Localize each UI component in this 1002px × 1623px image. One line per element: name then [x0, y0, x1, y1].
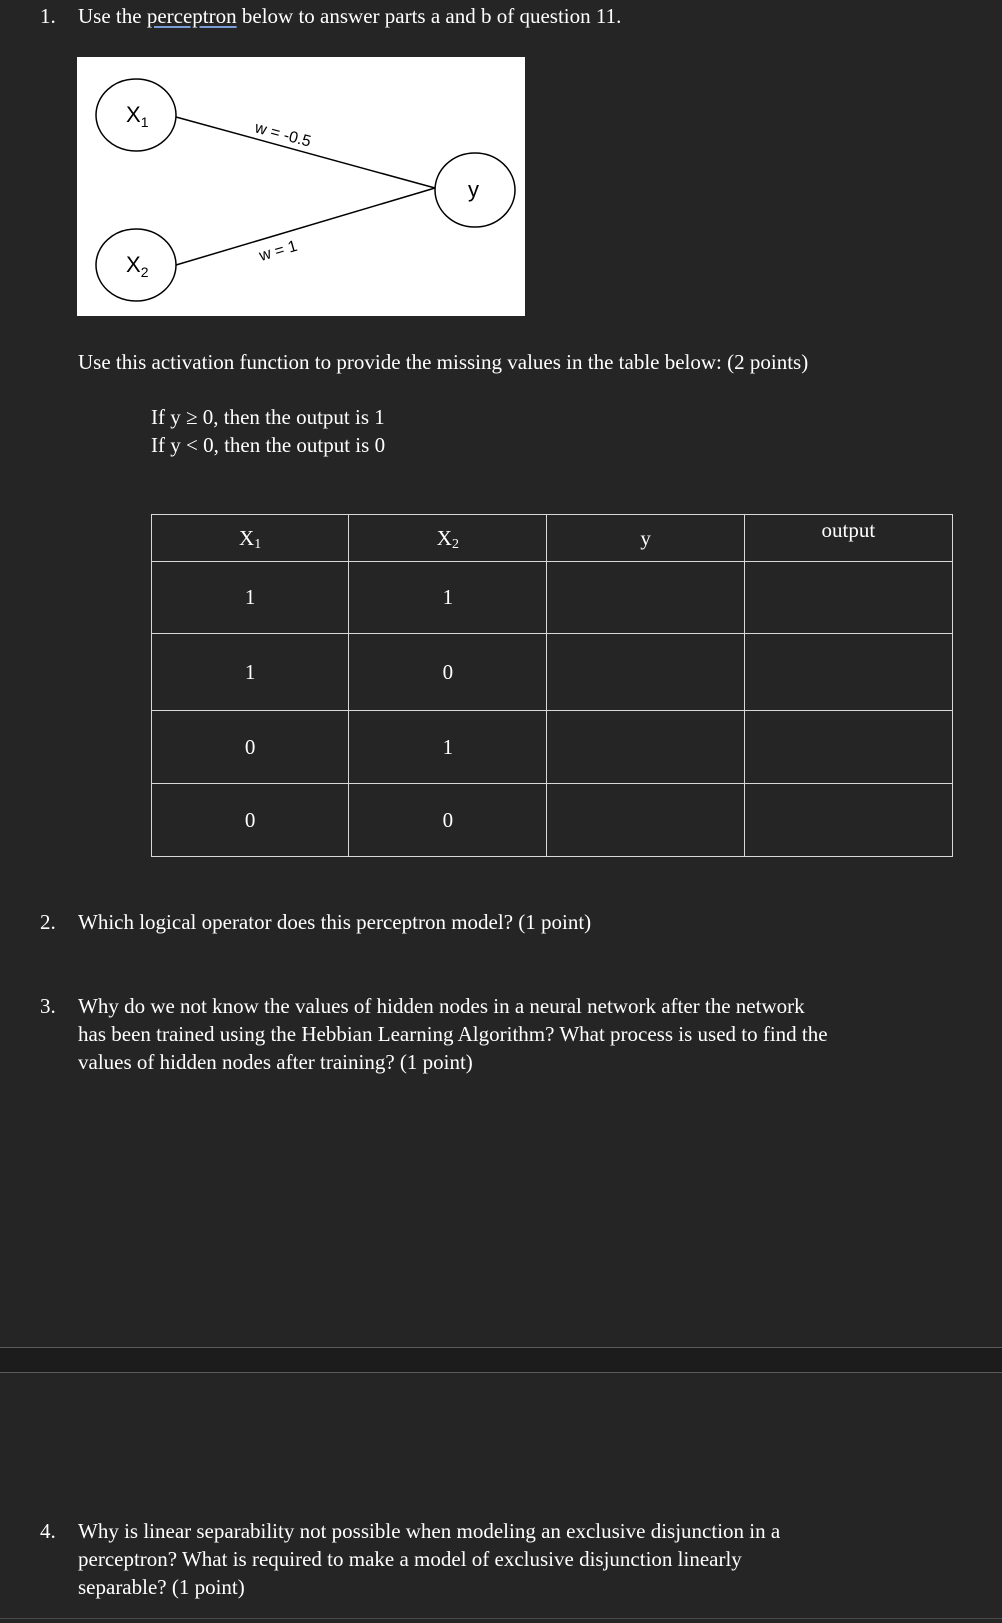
question-2-number: 2. — [40, 910, 56, 934]
activation-instructions: Use this activation function to provide the missing values in the table below: (2 points) — [78, 350, 809, 374]
header-x1: X1 — [152, 515, 349, 562]
cell-x1: 1 — [152, 562, 349, 634]
question-3-line-1: Why do we not know the values of hidden nodes in a neural network after the network — [78, 994, 805, 1018]
question-3-line-2: has been trained using the Hebbian Learning Algorithm? What process is used to find the — [78, 1022, 828, 1046]
question-1-text — [78, 2, 621, 30]
table-row — [152, 784, 953, 857]
edge-x1-y — [176, 117, 435, 188]
truth-table — [151, 514, 953, 857]
cell-x1: 1 — [152, 634, 349, 711]
cell-x2: 0 — [349, 634, 547, 711]
cell-y[interactable] — [547, 634, 744, 711]
cell-x1: 0 — [152, 784, 349, 857]
header-y: y — [547, 515, 744, 562]
cell-y[interactable] — [547, 562, 744, 634]
table-row — [152, 711, 953, 784]
question-3-line-3: values of hidden nodes after training? (1 point) — [78, 1050, 473, 1074]
question-4-number: 4. — [40, 1519, 56, 1543]
edge-x2-y — [176, 188, 435, 265]
question-1-number: 1. — [40, 4, 56, 28]
table-row — [152, 634, 953, 711]
cell-x2: 0 — [349, 784, 547, 857]
question-3-number: 3. — [40, 994, 56, 1018]
cell-x2: 1 — [349, 562, 547, 634]
cell-x2: 1 — [349, 711, 547, 784]
header-x2: X2 — [349, 515, 547, 562]
table-row — [152, 562, 953, 634]
activation-rule-1: If y ≥ 0, then the output is 1 — [151, 405, 385, 429]
page-break — [0, 1347, 1002, 1373]
cell-output[interactable] — [744, 711, 952, 784]
cell-output[interactable] — [744, 562, 952, 634]
question-2-text: Which logical operator does this perceptron model? (1 point) — [78, 910, 592, 934]
table-header-row — [152, 515, 953, 562]
cell-y[interactable] — [547, 711, 744, 784]
question-1-text-after: below to answer parts a and b of question 11. — [236, 4, 622, 28]
activation-rule-2: If y < 0, then the output is 0 — [151, 433, 386, 457]
perceptron-link[interactable]: perceptron — [146, 4, 237, 28]
question-4-line-1: Why is linear separability not possible when modeling an exclusive disjunction in a — [78, 1519, 781, 1543]
node-x2-label: $X_2$ — [126, 252, 149, 280]
header-output: output — [744, 515, 952, 562]
question-4-line-3: separable? (1 point) — [78, 1575, 245, 1599]
question-1-text-before: Use the — [78, 4, 147, 28]
weight-1-label: w = -0.5 — [252, 119, 313, 151]
weight-2-label: w = 1 — [257, 237, 300, 265]
cell-output[interactable] — [744, 634, 952, 711]
cell-output[interactable] — [744, 784, 952, 857]
cell-x1: 0 — [152, 711, 349, 784]
cell-y[interactable] — [547, 784, 744, 857]
question-4-line-2: perceptron? What is required to make a model of exclusive disjunction linearly — [78, 1547, 742, 1571]
bottom-divider — [0, 1618, 1002, 1619]
node-x1-label: $X_1$ — [126, 102, 149, 130]
perceptron-diagram — [77, 57, 525, 316]
node-y-label: y — [468, 177, 479, 202]
